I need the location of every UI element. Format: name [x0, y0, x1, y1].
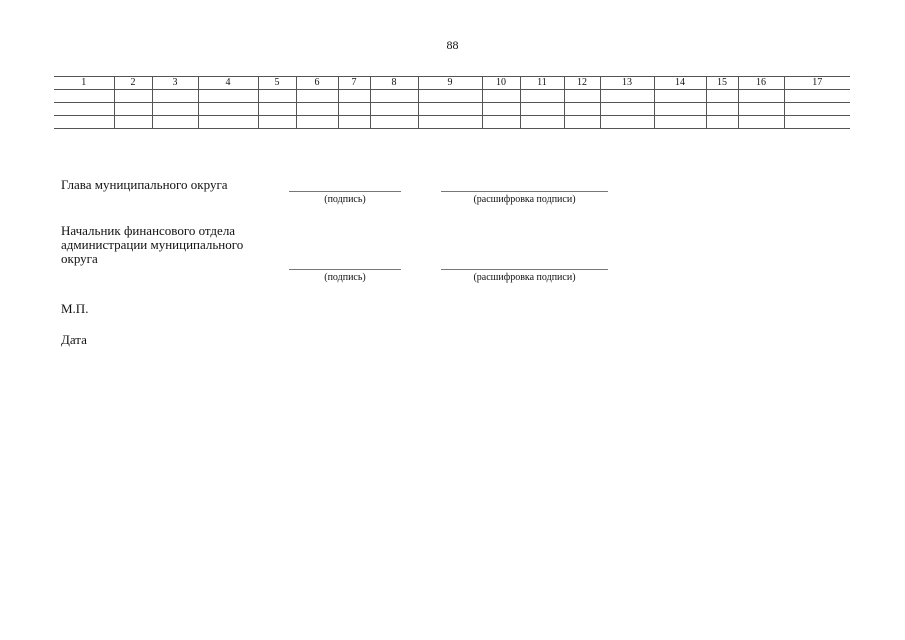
- page-number: 88: [446, 38, 459, 52]
- table-cell: [114, 90, 152, 103]
- table-cell: [738, 90, 784, 103]
- table-cell: [564, 90, 600, 103]
- table-cell: [54, 116, 114, 129]
- column-header: 4: [198, 77, 258, 90]
- table-cell: [370, 103, 418, 116]
- column-header: 3: [152, 77, 198, 90]
- table-cell: [152, 103, 198, 116]
- table-cell: [338, 116, 370, 129]
- table-cell: [296, 90, 338, 103]
- table-cell: [296, 116, 338, 129]
- decryption-line: [441, 269, 608, 270]
- table-cell: [520, 103, 564, 116]
- label-line: Глава муниципального округа: [61, 177, 228, 192]
- table-cell: [338, 103, 370, 116]
- table-cell: [370, 116, 418, 129]
- table-cell: [258, 90, 296, 103]
- data-table: [54, 76, 850, 129]
- table-cell: [482, 90, 520, 103]
- table-cell: [654, 103, 706, 116]
- table-cell: [738, 116, 784, 129]
- column-header: 16: [738, 77, 784, 90]
- table-cell: [482, 103, 520, 116]
- table-cell: [600, 103, 654, 116]
- table-cell: [54, 90, 114, 103]
- decryption-caption: (расшифровка подписи): [473, 194, 576, 205]
- column-header: 1: [54, 77, 114, 90]
- label-line: Начальник финансового отдела: [61, 223, 236, 238]
- table-cell: [296, 103, 338, 116]
- table-cell: [418, 103, 482, 116]
- table-cell: [564, 116, 600, 129]
- column-header: 10: [482, 77, 520, 90]
- table-cell: [784, 90, 850, 103]
- table-header-row: [54, 77, 850, 90]
- column-header: 5: [258, 77, 296, 90]
- table-cell: [114, 103, 152, 116]
- decryption-caption: (расшифровка подписи): [473, 272, 576, 283]
- column-header: 2: [114, 77, 152, 90]
- signature-caption: (подпись): [324, 194, 366, 205]
- table-cell: [114, 116, 152, 129]
- table-cell: [198, 103, 258, 116]
- stamp-label: М.П.: [61, 301, 89, 316]
- column-header: 15: [706, 77, 738, 90]
- table-cell: [198, 116, 258, 129]
- column-header: 14: [654, 77, 706, 90]
- table-cell: [706, 103, 738, 116]
- column-header: 13: [600, 77, 654, 90]
- table-cell: [654, 90, 706, 103]
- column-header: 11: [520, 77, 564, 90]
- column-header: 17: [784, 77, 850, 90]
- signature-caption: (подпись): [324, 272, 366, 283]
- table-cell: [370, 90, 418, 103]
- table-cell: [152, 116, 198, 129]
- table-cell: [564, 103, 600, 116]
- table-cell: [338, 90, 370, 103]
- column-header: 7: [338, 77, 370, 90]
- label-line: округа: [61, 251, 98, 266]
- column-header: 6: [296, 77, 338, 90]
- table-cell: [152, 90, 198, 103]
- table-cell: [482, 116, 520, 129]
- signature-line: [289, 191, 401, 192]
- table-cell: [258, 103, 296, 116]
- table-cell: [600, 116, 654, 129]
- table-cell: [784, 116, 850, 129]
- table-cell: [418, 90, 482, 103]
- table-row: [54, 116, 850, 129]
- signature-label-finance: [61, 224, 291, 266]
- table-cell: [54, 103, 114, 116]
- decryption-line: [441, 191, 608, 192]
- column-header: 9: [418, 77, 482, 90]
- table-cell: [706, 116, 738, 129]
- column-header: 12: [564, 77, 600, 90]
- label-line: администрации муниципального: [61, 237, 244, 252]
- signature-line: [289, 269, 401, 270]
- table-cell: [418, 116, 482, 129]
- table-cell: [198, 90, 258, 103]
- table-cell: [784, 103, 850, 116]
- table-cell: [738, 103, 784, 116]
- table-row: [54, 90, 850, 103]
- table-row: [54, 103, 850, 116]
- column-header: 8: [370, 77, 418, 90]
- signature-label-head: [61, 178, 291, 192]
- table-cell: [258, 116, 296, 129]
- table-cell: [600, 90, 654, 103]
- table-cell: [654, 116, 706, 129]
- table-cell: [706, 90, 738, 103]
- table-cell: [520, 90, 564, 103]
- table-cell: [520, 116, 564, 129]
- date-label: Дата: [61, 332, 87, 347]
